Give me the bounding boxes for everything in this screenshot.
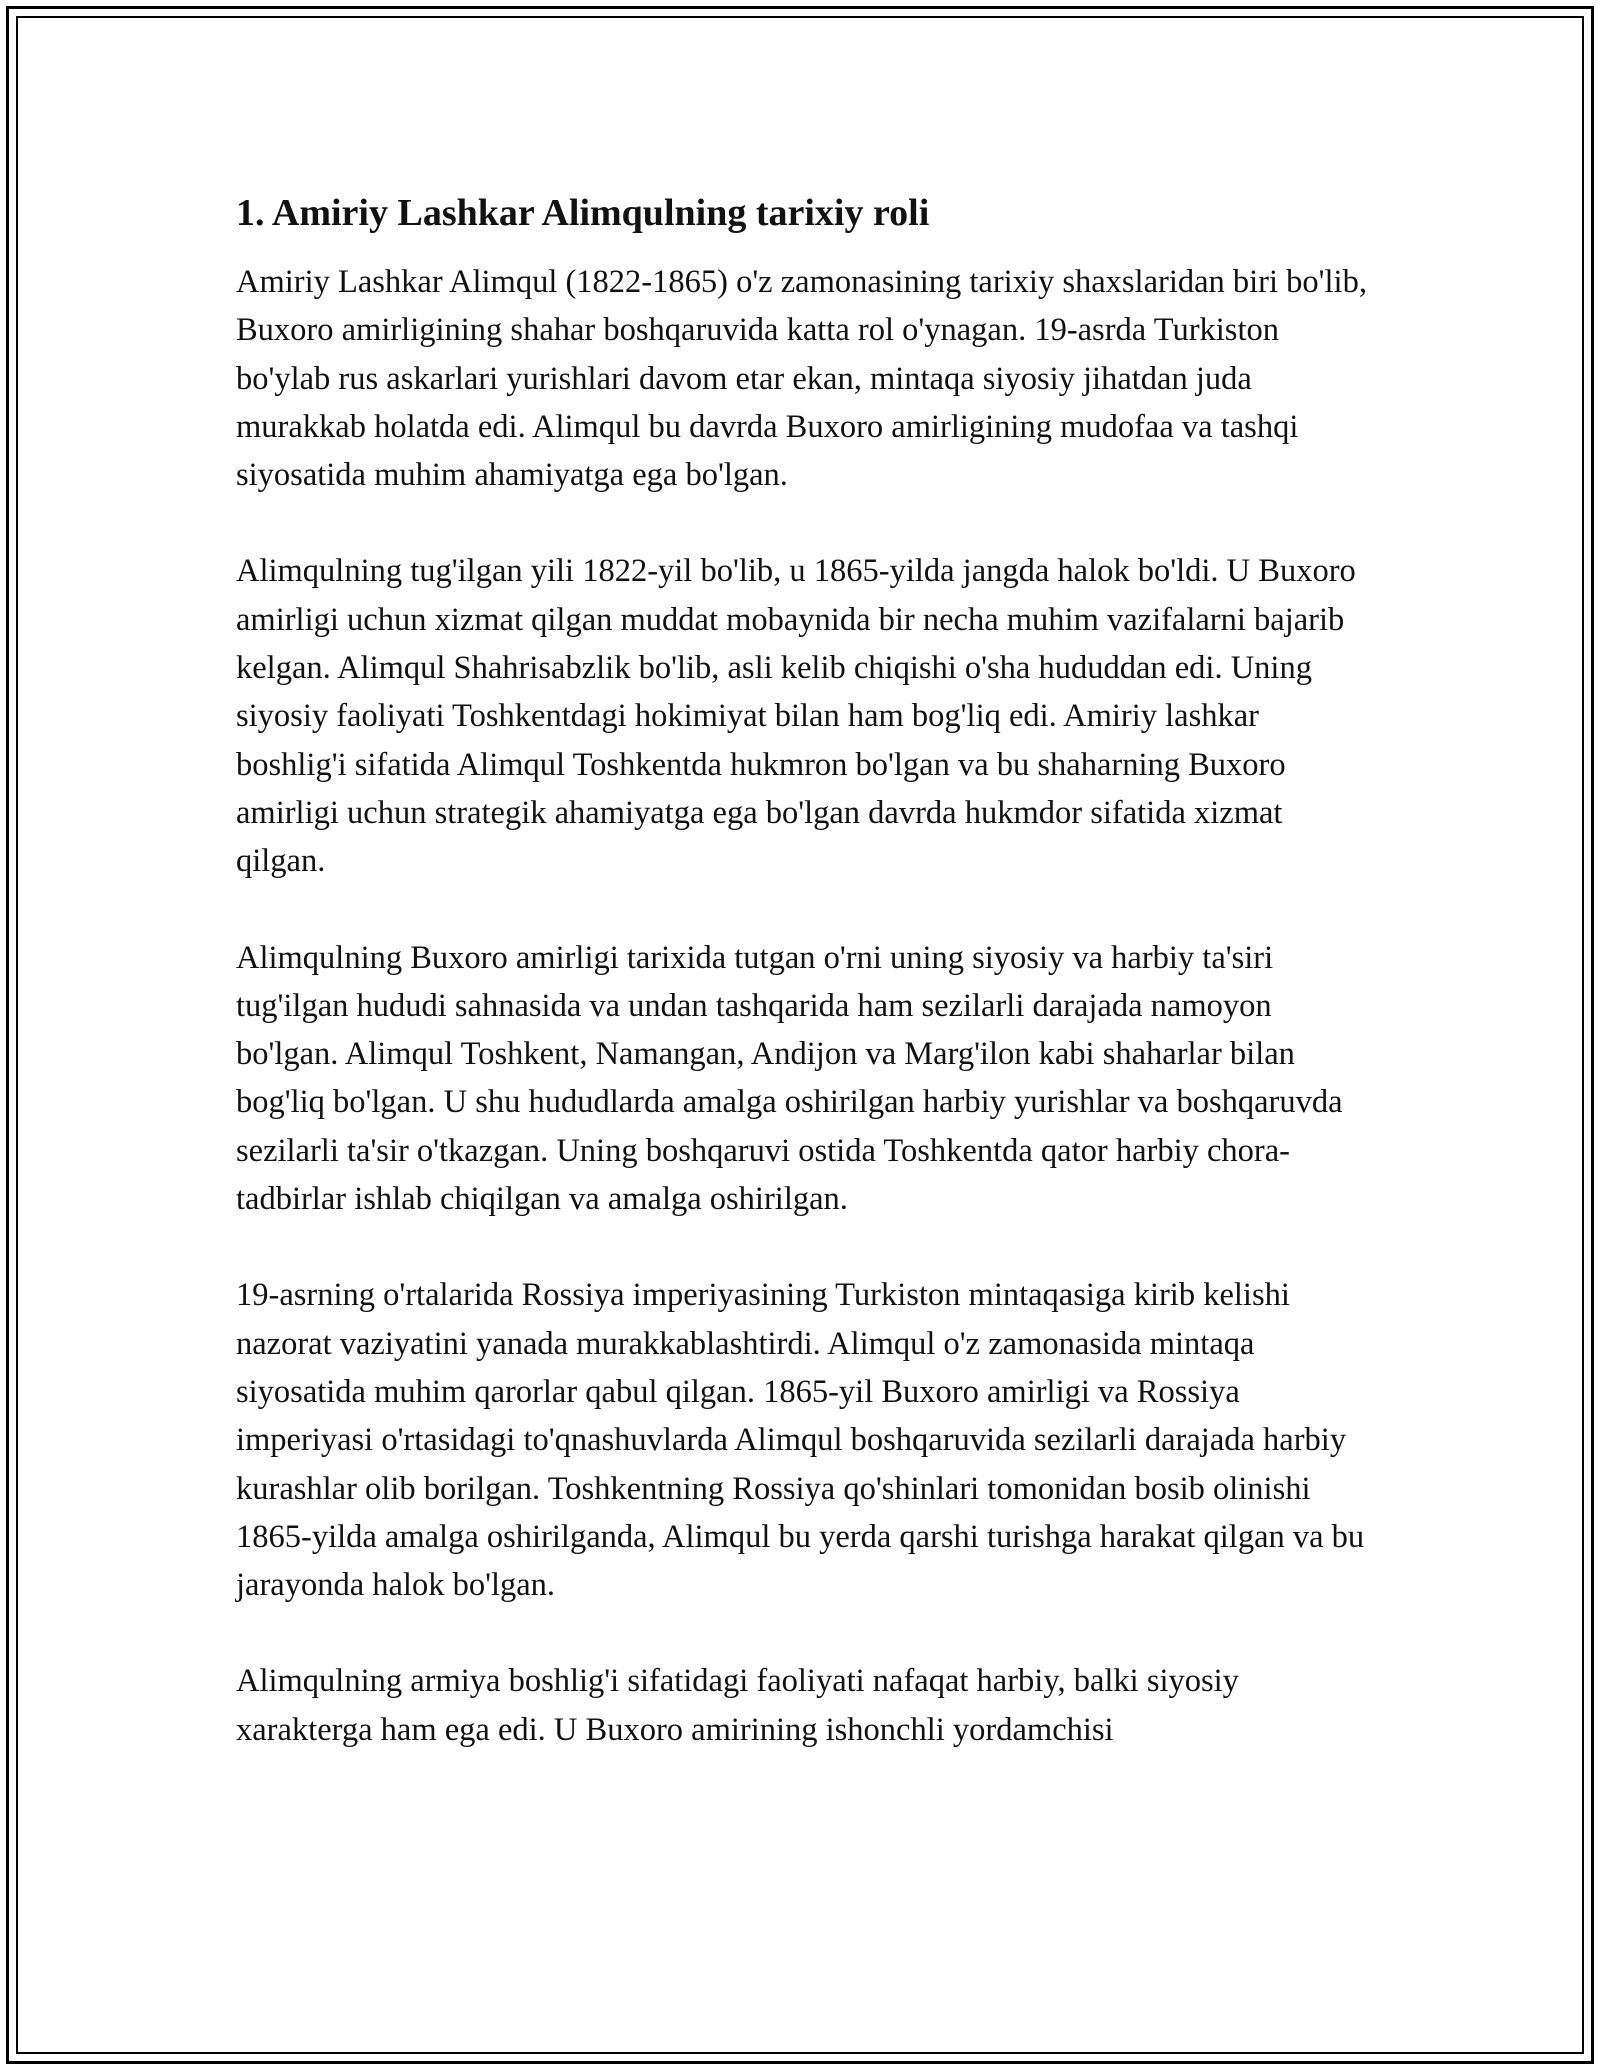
paragraph-1: Amiriy Lashkar Alimqul (1822-1865) o'z zamonasining tarixiy shaxslaridan biri bo'lib, Buxoro amirligining shahar boshqaruvida katta rol o'ynagan. 19-asrda Turkiston bo'ylab rus askarlari yurishlari davom etar ekan, mintaqa siyosiy jihatdan juda murakkab holatda edi. Alimqul bu davrda Buxoro amirligining mudofaa va tashqi siyosatida muhim ahamiyatga ega bo'lgan. [236,264,1367,494]
paragraph-2: Alimqulning tug'ilgan yili 1822-yil bo'lib, u 1865-yilda jangda halok bo'ldi. U Buxoro amirligi uchun xizmat qilgan muddat mobaynida bir necha muhim vazifalarni bajarib kelgan. Alimqul Shahrisabzlik bo'lib, asli kelib chiqishi o'sha hududdan edi. Uning siyosiy faoliyati Toshkentdagi hokimiyat bilan ham bog'liq edi. Amiriy lashkar boshlig'i sifatida Alimqul Toshkentda hukmron bo'lgan va bu shaharning Buxoro amirligi uchun strategik ahamiyatga ega bo'lgan davrda hukmdor sifatida xizmat qilgan. [236,553,1356,880]
paragraph-4: 19-asrning o'rtalarida Rossiya imperiyasining Turkiston mintaqasiga kirib kelishi nazorat vaziyatini yanada murakkablashtirdi. Alimqul o'z zamonasida mintaqa siyosatida muhim qarorlar qabul qilgan. 1865-yil Buxoro amirligi va Rossiya imperiyasi o'rtasidagi to'qnashuvlarda Alimqul boshqaruvida sezilarli darajada harbiy kurashlar olib borilgan. Toshkentning Rossiya qo'shinlari tomonidan bosib olinishi 1865-yilda amalga oshirilganda, Alimqul bu yerda qarshi turishga harakat qilgan va bu jarayonda halok bo'lgan. [236,1277,1365,1604]
paragraph-5: Alimqulning armiya boshlig'i sifatidagi faoliyati nafaqat harbiy, balki siyosiy xarakterga ham ega edi. U Buxoro amirining ishonchli yordamchisi [236,1663,1239,1748]
document-body [236,186,1376,1802]
paragraph-3: Alimqulning Buxoro amirligi tarixida tutgan o'rni uning siyosiy va harbiy ta'siri tug'ilgan hududi sahnasida va undan tashqarida ham sezilarli darajada namoyon bo'lgan. Alimqul Toshkent, Namangan, Andijon va Marg'ilon kabi shaharlar bilan bog'liq bo'lgan. U shu hududlarda amalga oshirilgan harbiy yurishlar va boshqaruvda sezilarli ta'sir o'tkazgan. Uning boshqaruvi ostida Toshkentda qator harbiy chora-tadbirlar ishlab chiqilgan va amalga oshirilgan. [236,939,1343,1218]
section-heading: 1. Amiriy Lashkar Alimqulning tarixiy roli [236,192,930,234]
